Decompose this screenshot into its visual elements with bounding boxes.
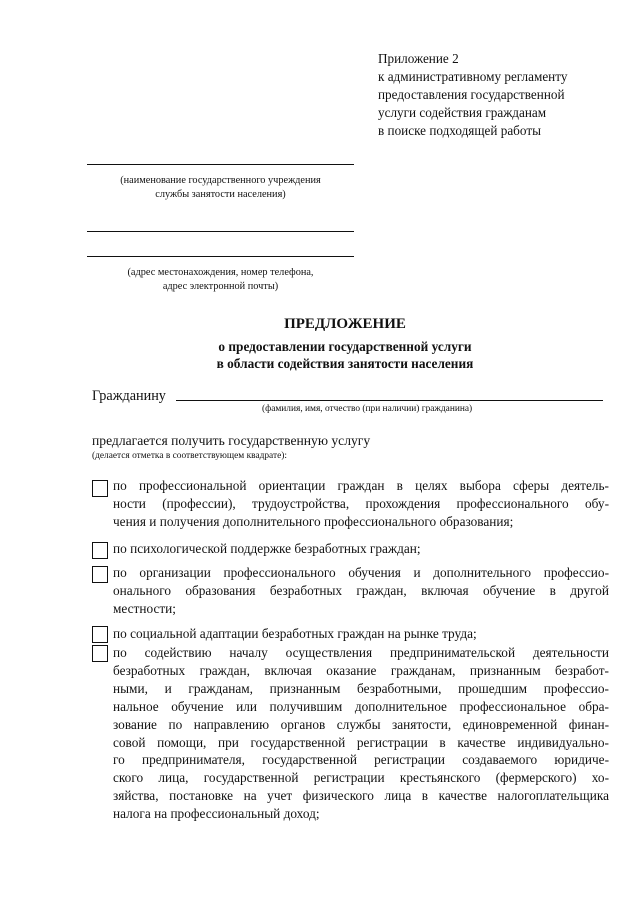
service-line: совой помощи, при государственной регистрации в качестве индивидуально-	[113, 734, 609, 750]
service-item	[113, 625, 609, 643]
service-line: онального образования безработных граждан, включая обучение в другой	[113, 582, 609, 598]
document-title: ПРЕДЛОЖЕНИЕ	[284, 316, 406, 332]
service-line: го предпринимателя, государственной регистрации создаваемого юридиче-	[113, 752, 609, 768]
address-line-1	[87, 231, 354, 232]
service-checkbox	[92, 480, 108, 497]
caption-line: адрес электронной почты)	[162, 280, 279, 292]
service-line: по психологической поддержке безработных граждан;	[113, 541, 421, 556]
service-line: ности (профессии), трудоустройства, прохождения профессионального обу-	[113, 495, 609, 511]
institution-caption	[84, 174, 357, 201]
caption-line: (наименование государственного учреждения	[120, 175, 321, 186]
caption-line: службы занятости населения)	[155, 188, 286, 200]
service-item	[113, 564, 609, 618]
citizen-caption: (фамилия, имя, отчество (при наличии) гражданина)	[262, 404, 473, 414]
service-item	[113, 644, 609, 823]
appendix-line: к административному регламенту	[378, 69, 568, 84]
appendix-header	[378, 50, 567, 140]
service-line: ского лица, государственной регистрации крестьянского (фермерского) хо-	[113, 770, 609, 786]
service-item	[113, 540, 609, 558]
service-line: по профессиональной ориентации граждан в целях выбора сферы деятель-	[113, 478, 609, 493]
address-caption	[84, 266, 357, 293]
subtitle-line: в области содействия занятости населения	[216, 356, 474, 371]
address-line-2	[87, 256, 354, 257]
document-subtitle	[80, 338, 610, 372]
service-line: по содействию началу осуществления предпринимательской деятельности	[113, 645, 609, 660]
service-line: зяйства, постановке на учет физического лица в качестве налогоплательщика	[113, 788, 609, 804]
appendix-line: услуги содействия гражданам	[378, 105, 547, 120]
institution-name-line	[87, 164, 354, 165]
service-line: чения и получения дополнительного профессионального образования;	[113, 513, 514, 529]
appendix-line: Приложение 2	[378, 51, 459, 66]
subtitle-line: о предоставлении государственной услуги	[218, 339, 472, 354]
service-line: по социальной адаптации безработных граждан на рынке труда;	[113, 626, 477, 641]
offer-note: (делается отметка в соответствующем квадрате):	[92, 451, 287, 461]
service-checkbox	[92, 626, 108, 643]
service-line: по организации профессионального обучения и дополнительного профессио-	[113, 565, 609, 580]
service-line: местности;	[113, 600, 176, 616]
caption-line: (адрес местонахождения, номер телефона,	[127, 267, 314, 278]
appendix-line: предоставления государственной	[378, 87, 565, 102]
service-line: безработных граждан, включая оказание гражданам, признанным безработ-	[113, 662, 609, 678]
appendix-line: в поиске подходящей работы	[378, 123, 541, 138]
offer-text: предлагается получить государственную услугу	[92, 433, 371, 448]
service-line: нальное обучение или получившим дополнительное профессиональное обра-	[113, 698, 609, 714]
service-item	[113, 477, 609, 531]
service-line: налога на профессиональный доход;	[113, 806, 320, 822]
service-line: ными, и гражданам, признанным безработными, прошедшим профессио-	[113, 680, 609, 696]
service-checkbox	[92, 645, 108, 662]
citizen-name-line	[176, 400, 603, 401]
service-line: зование по направлению органов службы занятости, единовременной финан-	[113, 716, 609, 732]
service-checkbox	[92, 542, 108, 559]
service-checkbox	[92, 566, 108, 583]
citizen-label: Гражданину	[92, 388, 166, 404]
